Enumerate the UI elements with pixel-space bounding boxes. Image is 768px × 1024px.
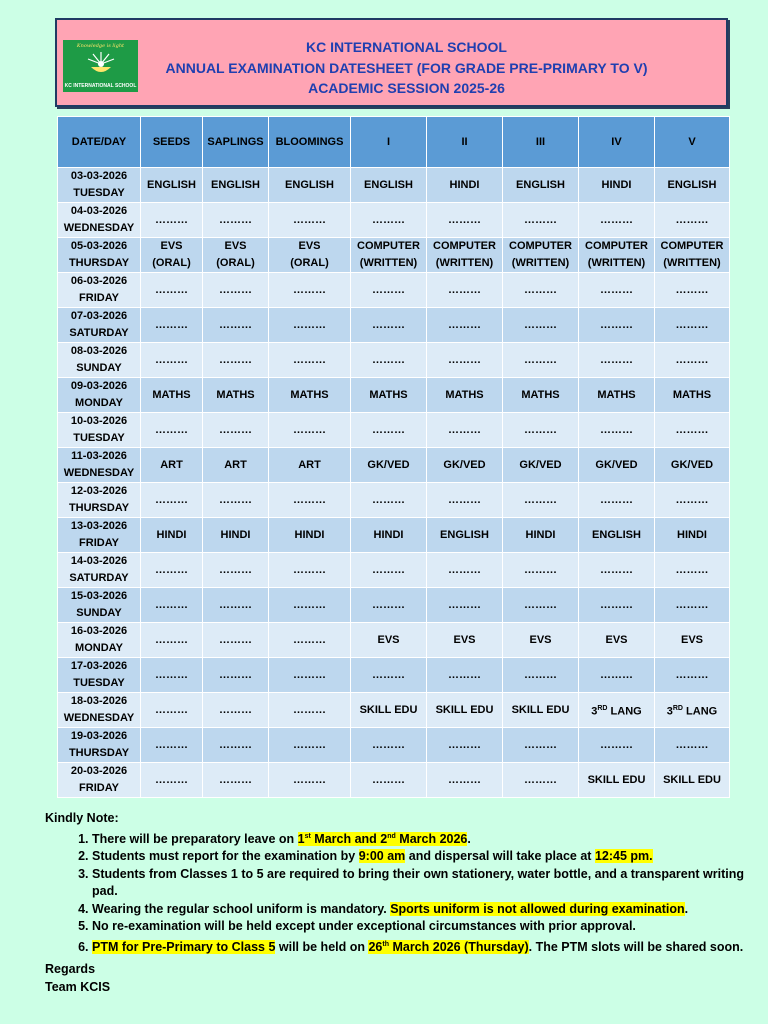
subject-cell: ……… [655,203,730,238]
subject-cell: ……… [427,728,503,763]
day-text: SATURDAY [69,327,129,339]
date-text: 07-03-2026 [70,310,128,322]
subject-cell: GK/VED [351,448,427,483]
subject-cell: COMPUTER (WRITTEN) [655,238,730,273]
date-cell [58,728,141,763]
subject-cell: ……… [351,553,427,588]
day-text: WEDNESDAY [63,467,135,479]
day-text: SUNDAY [76,362,122,374]
subject-cell: ……… [351,413,427,448]
table-row [58,623,730,658]
logo-name: KC INTERNATIONAL SCHOOL [64,83,137,89]
subject-cell: ……… [579,588,655,623]
note-item: 3. Students from Classes 1 to 5 are required to bring their own stationery, water bottle, and a transparent writing pad. [92,866,745,901]
subject-cell: ……… [351,273,427,308]
date-text: 09-03-2026 [70,380,128,392]
table-row [58,308,730,343]
subject-cell: ENGLISH [203,168,269,203]
date-cell [58,483,141,518]
subject-cell: ENGLISH [503,168,579,203]
subject-cell: ……… [579,728,655,763]
table-row [58,203,730,238]
title-banner [55,18,728,107]
date-text: 12-03-2026 [70,485,128,497]
day-text: FRIDAY [79,292,119,304]
subject-cell: ……… [141,728,203,763]
subject-cell: ……… [503,728,579,763]
subject-cell: ……… [141,273,203,308]
date-cell [58,623,141,658]
subject-cell: ENGLISH [427,518,503,553]
subject-cell: ……… [203,588,269,623]
subject-cell: ……… [503,203,579,238]
subject-cell: ……… [351,658,427,693]
subject-cell: ……… [655,308,730,343]
subject-cell: ……… [427,588,503,623]
date-text: 10-03-2026 [70,415,128,427]
subject-cell: ……… [269,693,351,728]
note-item: 6. PTM for Pre-Primary to Class 5 will be held on 26th March 2026 (Thursday). The PTM slots will be shared soon. [92,936,745,957]
day-text: FRIDAY [79,537,119,549]
regards-text: Regards [45,962,96,976]
table-row [58,763,730,798]
subject-cell: ……… [579,658,655,693]
table-row [58,588,730,623]
subject-cell: GK/VED [579,448,655,483]
date-text: 15-03-2026 [70,590,128,602]
subject-cell: HINDI [655,518,730,553]
subject-cell: ……… [503,483,579,518]
column-header: SAPLINGS [203,117,269,168]
team-name: Team KCIS [45,979,111,994]
note-item: 1. There will be preparatory leave on 1st March and 2nd March 2026. [92,828,745,849]
subject-cell: ……… [655,588,730,623]
subject-cell: ENGLISH [655,168,730,203]
notes-section [45,810,745,956]
subject-cell: ……… [579,203,655,238]
day-text: THURSDAY [68,747,130,759]
subject-cell: ……… [579,343,655,378]
subject-cell: ……… [269,413,351,448]
subject-cell: ……… [141,763,203,798]
subject-cell: ……… [203,693,269,728]
subject-cell: EVS [351,623,427,658]
column-header: IV [579,117,655,168]
day-text: TUESDAY [73,187,125,199]
logo-tagline: Knowledge is light [76,43,125,49]
table-header-row [58,117,730,168]
subject-cell: ……… [503,343,579,378]
subject-cell: ……… [269,553,351,588]
date-text: 17-03-2026 [70,660,128,672]
subject-cell: ……… [579,308,655,343]
subject-cell: 3RD LANG [655,693,730,728]
subject-cell: SKILL EDU [579,763,655,798]
subject-cell: COMPUTER (WRITTEN) [579,238,655,273]
subject-cell: ……… [141,343,203,378]
subject-cell: ……… [203,728,269,763]
notes-heading: Kindly Note: [45,811,119,825]
subject-cell: ……… [655,273,730,308]
subject-cell: EVS [655,623,730,658]
subject-cell: ……… [503,413,579,448]
subject-cell: ……… [203,623,269,658]
school-logo [63,40,138,92]
subject-cell: EVS (ORAL) [141,238,203,273]
subject-cell: SKILL EDU [655,763,730,798]
subject-cell: ART [141,448,203,483]
subject-cell: ……… [427,343,503,378]
subject-cell: ……… [427,763,503,798]
subject-cell: ART [269,448,351,483]
subject-cell: HINDI [141,518,203,553]
day-text: TUESDAY [73,432,125,444]
subject-cell: ……… [269,658,351,693]
subject-cell: ……… [203,483,269,518]
table-row [58,658,730,693]
date-text: 13-03-2026 [70,520,128,532]
subject-cell: EVS [427,623,503,658]
subject-cell: GK/VED [655,448,730,483]
subject-cell: ……… [269,273,351,308]
day-text: TUESDAY [73,677,125,689]
subject-cell: ……… [141,588,203,623]
column-header: II [427,117,503,168]
date-cell [58,658,141,693]
table-row [58,553,730,588]
subject-cell: ……… [351,203,427,238]
subject-cell: ……… [427,203,503,238]
subject-cell: COMPUTER (WRITTEN) [427,238,503,273]
subject-cell: ……… [427,273,503,308]
subject-cell: SKILL EDU [503,693,579,728]
subject-cell: ……… [141,203,203,238]
day-text: SUNDAY [76,607,122,619]
subject-cell: COMPUTER (WRITTEN) [351,238,427,273]
subject-cell: ……… [203,203,269,238]
subject-cell: ……… [141,623,203,658]
subject-cell: ……… [141,308,203,343]
table-row [58,518,730,553]
subject-cell: ……… [351,588,427,623]
subject-cell: EVS (ORAL) [269,238,351,273]
signoff [45,961,110,996]
page-title: ANNUAL EXAMINATION DATESHEET (FOR GRADE PRE-PRIMARY TO V) [165,59,648,76]
subject-cell: ……… [579,413,655,448]
day-text: MONDAY [75,642,123,654]
date-text: 04-03-2026 [70,205,128,217]
datesheet-table [57,116,730,798]
subject-cell: ENGLISH [579,518,655,553]
subject-cell: ……… [269,203,351,238]
day-text: SATURDAY [69,572,129,584]
subject-cell: ……… [269,343,351,378]
date-cell [58,378,141,413]
date-cell [58,518,141,553]
subject-cell: ……… [655,553,730,588]
subject-cell: ……… [269,483,351,518]
table-row [58,168,730,203]
subject-cell: HINDI [503,518,579,553]
column-header: III [503,117,579,168]
table-row [58,413,730,448]
subject-cell: ……… [351,763,427,798]
subject-cell: ……… [503,553,579,588]
date-text: 08-03-2026 [70,345,128,357]
subject-cell: ……… [427,553,503,588]
date-text: 20-03-2026 [70,765,128,777]
table-row [58,728,730,763]
subject-cell: ……… [503,763,579,798]
date-cell [58,203,141,238]
date-cell [58,413,141,448]
subject-cell: HINDI [579,168,655,203]
subject-cell: SKILL EDU [351,693,427,728]
school-name: KC INTERNATIONAL SCHOOL [306,39,507,55]
subject-cell: ……… [503,658,579,693]
subject-cell: ……… [141,483,203,518]
date-text: 19-03-2026 [70,730,128,742]
subject-cell: ……… [269,588,351,623]
table-row [58,343,730,378]
subject-cell: MATHS [579,378,655,413]
date-cell [58,343,141,378]
subject-cell: ……… [655,658,730,693]
subject-cell: MATHS [141,378,203,413]
lamp-logo-icon [85,50,117,78]
subject-cell: ……… [351,728,427,763]
column-header: DATE/DAY [58,117,141,168]
subject-cell: 3RD LANG [579,693,655,728]
subject-cell: GK/VED [503,448,579,483]
subject-cell: ……… [579,553,655,588]
day-text: WEDNESDAY [63,712,135,724]
table-row [58,483,730,518]
subject-cell: ……… [427,413,503,448]
subject-cell: ……… [655,483,730,518]
subject-cell: MATHS [503,378,579,413]
column-header: SEEDS [141,117,203,168]
date-cell [58,588,141,623]
subject-cell: GK/VED [427,448,503,483]
subject-cell: EVS [503,623,579,658]
table-row [58,273,730,308]
subject-cell: HINDI [269,518,351,553]
date-cell [58,553,141,588]
subject-cell: ……… [351,343,427,378]
subject-cell: ENGLISH [269,168,351,203]
subject-cell: ENGLISH [351,168,427,203]
subject-cell: ……… [503,308,579,343]
table-row [58,238,730,273]
day-text: THURSDAY [68,502,130,514]
date-text: 03-03-2026 [70,170,128,182]
date-cell [58,693,141,728]
subject-cell: ……… [203,308,269,343]
subject-cell: ……… [203,343,269,378]
subject-cell: ……… [655,343,730,378]
notes-list [45,828,745,957]
subject-cell: SKILL EDU [427,693,503,728]
subject-cell: ……… [203,273,269,308]
subject-cell: ……… [203,658,269,693]
subject-cell: ……… [503,273,579,308]
subject-cell: ……… [269,308,351,343]
note-item: 2. Students must report for the examination by 9:00 am and dispersal will take place at 12:45 pm. [92,848,745,866]
table-row [58,693,730,728]
subject-cell: ……… [141,658,203,693]
subject-cell: MATHS [655,378,730,413]
subject-cell: MATHS [427,378,503,413]
note-item: 5. No re-examination will be held except under exceptional circumstances with prior approval. [92,918,745,936]
subject-cell: ……… [269,728,351,763]
table-row [58,378,730,413]
subject-cell: ……… [503,588,579,623]
date-cell [58,238,141,273]
date-cell [58,763,141,798]
subject-cell: ……… [427,658,503,693]
date-text: 11-03-2026 [71,450,127,462]
date-cell [58,168,141,203]
date-cell [58,308,141,343]
subject-cell: MATHS [203,378,269,413]
date-text: 16-03-2026 [70,625,128,637]
subject-cell: ……… [203,413,269,448]
subject-cell: ……… [141,413,203,448]
subject-cell: ……… [427,308,503,343]
subject-cell: MATHS [351,378,427,413]
subject-cell: MATHS [269,378,351,413]
subject-cell: EVS (ORAL) [203,238,269,273]
subject-cell: ……… [351,483,427,518]
subject-cell: ……… [579,273,655,308]
subject-cell: ……… [141,693,203,728]
column-header: I [351,117,427,168]
subject-cell: COMPUTER (WRITTEN) [503,238,579,273]
subject-cell: ENGLISH [141,168,203,203]
day-text: WEDNESDAY [63,222,135,234]
date-text: 14-03-2026 [70,555,128,567]
table-row [58,448,730,483]
date-text: 05-03-2026 [70,240,128,252]
subject-cell: ART [203,448,269,483]
note-item: 4. Wearing the regular school uniform is mandatory. Sports uniform is not allowed during examination. [92,901,745,919]
day-text: THURSDAY [68,257,130,269]
day-text: MONDAY [75,397,123,409]
day-text: FRIDAY [79,782,119,794]
subject-cell: ……… [579,483,655,518]
subject-cell: ……… [269,763,351,798]
date-cell [58,448,141,483]
date-text: 06-03-2026 [70,275,128,287]
date-text: 18-03-2026 [70,695,128,707]
subject-cell: HINDI [203,518,269,553]
subject-cell: HINDI [427,168,503,203]
subject-cell: ……… [141,553,203,588]
column-header: V [655,117,730,168]
subject-cell: EVS [579,623,655,658]
subject-cell: ……… [203,763,269,798]
subject-cell: ……… [351,308,427,343]
subject-cell: ……… [427,483,503,518]
subject-cell: ……… [203,553,269,588]
subject-cell: ……… [269,623,351,658]
date-cell [58,273,141,308]
subject-cell: ……… [655,728,730,763]
subject-cell: HINDI [351,518,427,553]
column-header: BLOOMINGS [269,117,351,168]
academic-session: ACADEMIC SESSION 2025-26 [308,80,505,96]
subject-cell: ……… [655,413,730,448]
